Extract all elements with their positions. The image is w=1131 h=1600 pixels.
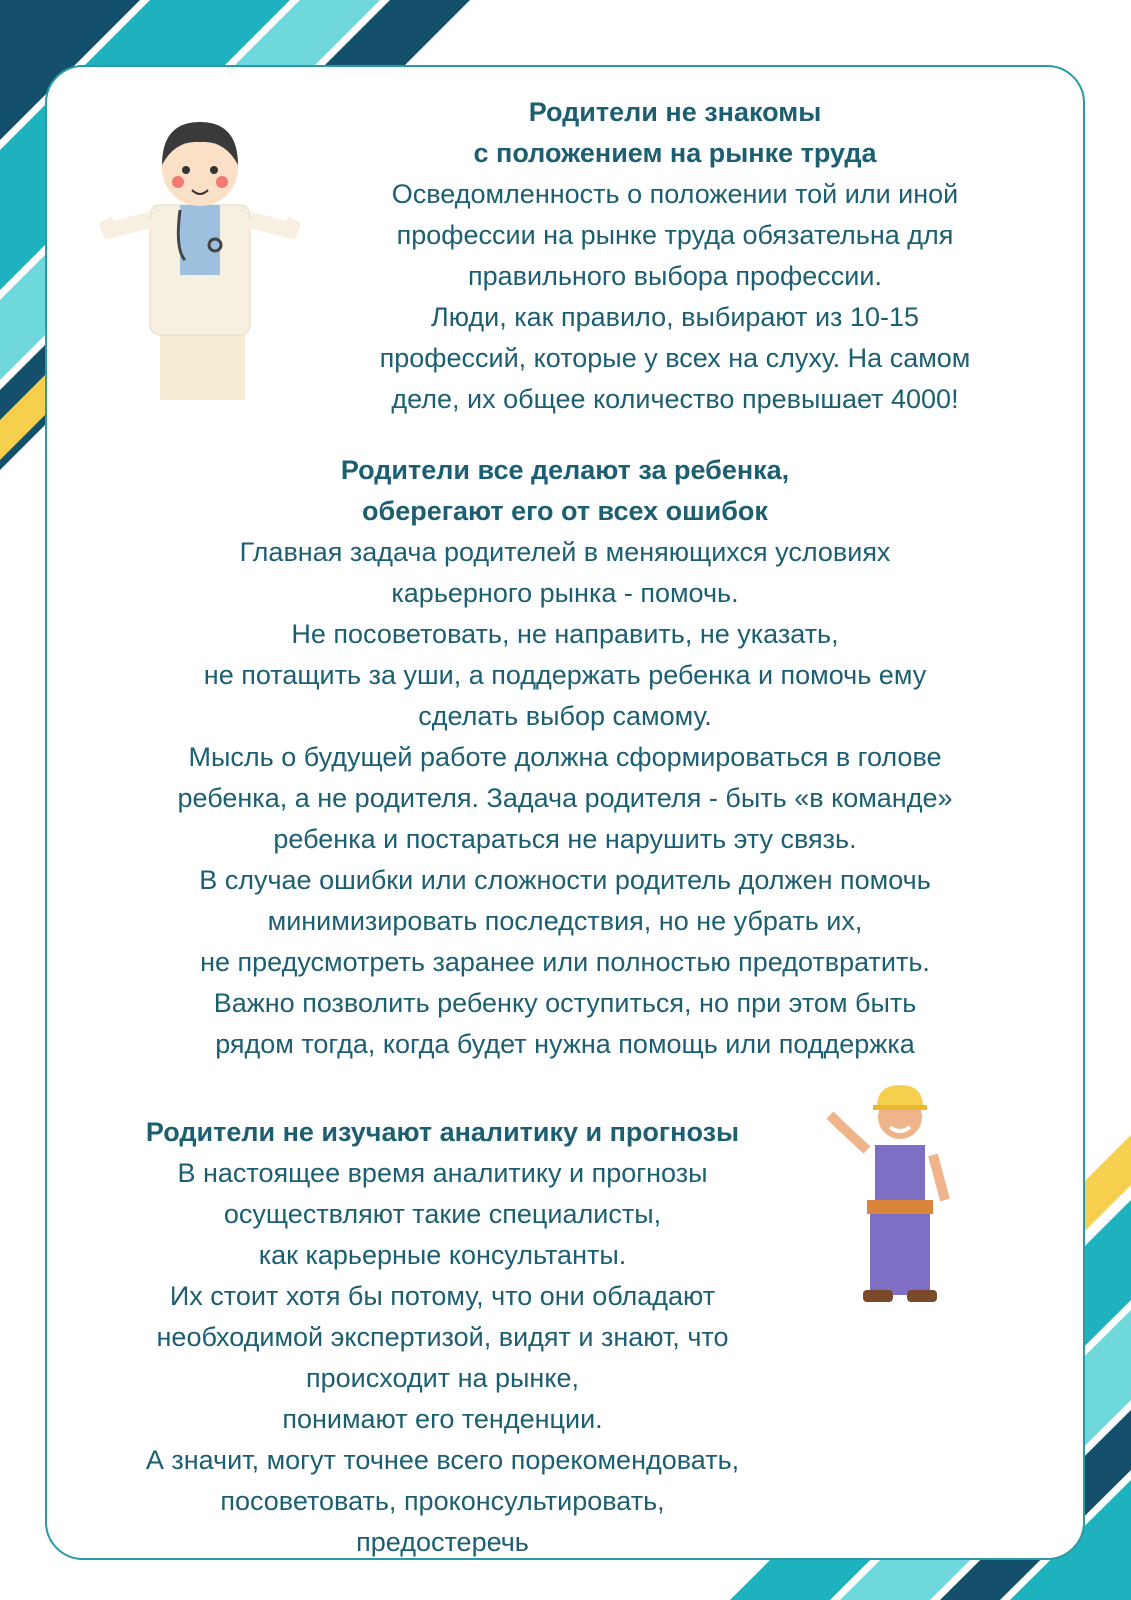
section-labor-market xyxy=(335,92,1015,420)
section-heading: Родители все делают за ребенка, xyxy=(340,455,790,485)
paragraph-line: ребенка и постараться не нарушить эту связь. xyxy=(273,824,857,854)
paragraph-line: В настоящее время аналитику и прогнозы xyxy=(177,1158,708,1188)
paragraph-line: ребенка, а не родителя. Задача родителя - быть «в команде» xyxy=(177,783,953,813)
section-heading: оберегают его от всех ошибок xyxy=(362,496,768,526)
doctor-figure xyxy=(100,110,300,410)
builder-figure xyxy=(825,1085,975,1330)
paragraph-line: правильного выбора профессии. xyxy=(468,261,882,291)
paragraph-line: предостеречь xyxy=(356,1527,529,1557)
paragraph-line: профессии на рынке труда обязательна для xyxy=(396,220,954,250)
paragraph-line: Мысль о будущей работе должна сформироваться в голове xyxy=(188,742,942,772)
paragraph-line: В случае ошибки или сложности родитель должен помочь xyxy=(199,865,931,895)
paragraph-line: минимизировать последствия, но не убрать их, xyxy=(267,906,863,936)
paragraph-line: понимают его тенденции. xyxy=(282,1404,603,1434)
paragraph-line: не потащить за уши, а поддержать ребенка и помочь ему xyxy=(203,660,927,690)
paragraph-line: Важно позволить ребенку оступиться, но при этом быть xyxy=(213,988,917,1018)
paragraph-line: как карьерные консультанты. xyxy=(258,1240,627,1270)
paragraph-line: Не посоветовать, не направить, не указать, xyxy=(291,619,839,649)
paragraph-line: деле, их общее количество превышает 4000! xyxy=(391,384,959,414)
paragraph-line: А значит, могут точнее всего порекомендовать, xyxy=(145,1445,740,1475)
paragraph-line: карьерного рынка - помочь. xyxy=(391,578,739,608)
paragraph-line: посоветовать, проконсультировать, xyxy=(220,1486,665,1516)
paragraph-line: Главная задача родителей в меняющихся условиях xyxy=(239,537,891,567)
paragraph-line: Их стоит хотя бы потому, что они обладают xyxy=(169,1281,716,1311)
section-heading: с положением на рынке труда xyxy=(473,138,877,168)
paragraph-line: осуществляют такие специалисты, xyxy=(223,1199,662,1229)
section-overprotection xyxy=(100,450,1030,1065)
paragraph-line: рядом тогда, когда будет нужна помощь или поддержка xyxy=(215,1029,915,1059)
section-heading: Родители не изучают аналитику и прогнозы xyxy=(145,1117,740,1147)
paragraph-line: не предусмотреть заранее или полностью предотвратить. xyxy=(200,947,930,977)
paragraph-line: Осведомленность о положении той или иной xyxy=(391,179,959,209)
paragraph-line: сделать выбор самому. xyxy=(418,701,712,731)
paragraph-line: необходимой экспертизой, видят и знают, что xyxy=(156,1322,729,1352)
paragraph-line: профессий, которые у всех на слуху. На самом xyxy=(379,343,971,373)
section-analytics xyxy=(95,1112,790,1563)
section-heading: Родители не знакомы xyxy=(528,97,822,127)
paragraph-line: Люди, как правило, выбирают из 10-15 xyxy=(431,302,919,332)
paragraph-line: происходит на рынке, xyxy=(306,1363,579,1393)
